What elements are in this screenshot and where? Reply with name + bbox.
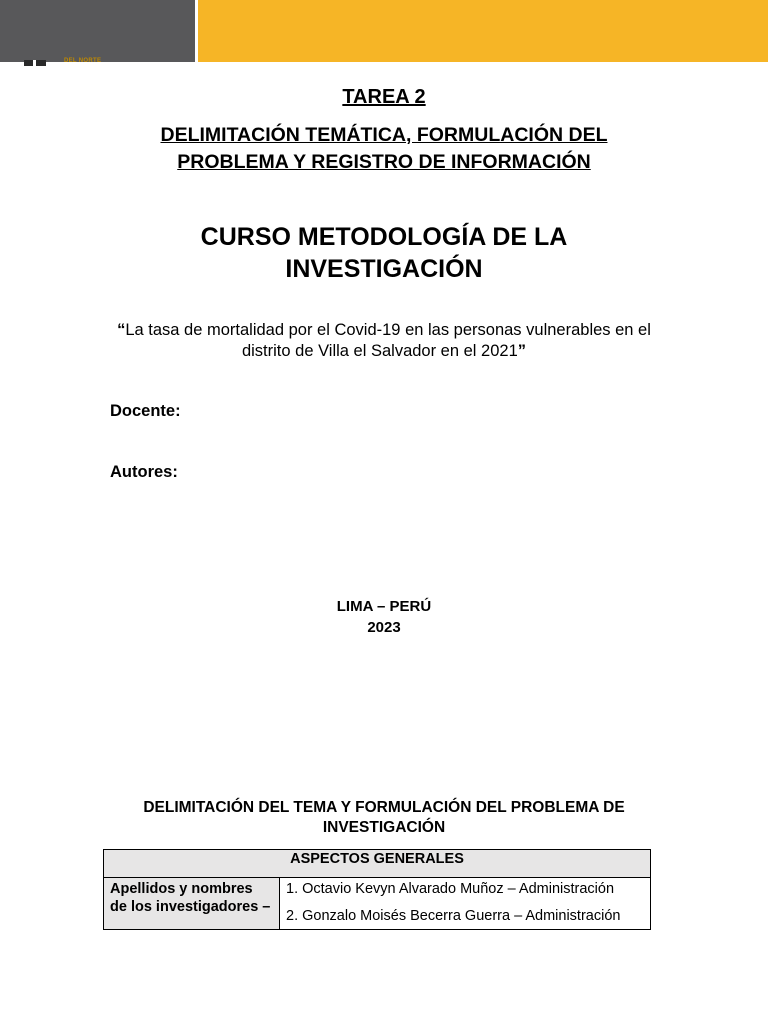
research-topic-text: La tasa de mortalidad por el Covid-19 en las personas vulnerables en el distrito de Villa el Salvador en el 2021 bbox=[125, 321, 651, 360]
logo-text: DEL NORTE bbox=[64, 58, 102, 64]
investigators-cell bbox=[280, 878, 651, 930]
research-topic-quote bbox=[108, 320, 660, 362]
quote-open-mark: “ bbox=[117, 321, 126, 339]
city-country: LIMA – PERÚ bbox=[336, 598, 432, 615]
investigator-item: 2. Gonzalo Moisés Becerra Guerra – Administración bbox=[286, 908, 621, 924]
quote-close-mark: ” bbox=[517, 342, 527, 360]
table-header: ASPECTOS GENERALES bbox=[104, 850, 651, 878]
year: 2023 bbox=[367, 619, 401, 636]
header-gray-bar bbox=[0, 0, 195, 62]
teacher-label: Docente: bbox=[110, 402, 181, 420]
university-logo-icon bbox=[24, 60, 46, 66]
investigator-item: 1. Octavio Kevyn Alvarado Muñoz – Administración bbox=[286, 881, 615, 897]
delimitation-title: DELIMITACIÓN TEMÁTICA, FORMULACIÓN DEL PROBLEMA Y REGISTRO DE INFORMACIÓN bbox=[160, 124, 608, 173]
task-title: TAREA 2 bbox=[342, 86, 426, 108]
general-aspects-table bbox=[103, 849, 651, 930]
place-date bbox=[0, 596, 768, 638]
investigators-label-cell: Apellidos y nombres de los investigadores – bbox=[104, 878, 280, 930]
course-title: CURSO METODOLOGÍA DE LA INVESTIGACIÓN bbox=[200, 223, 568, 283]
authors-label: Autores: bbox=[110, 463, 178, 481]
section-title: DELIMITACIÓN DEL TEMA Y FORMULACIÓN DEL PROBLEMA DE INVESTIGACIÓN bbox=[143, 799, 625, 836]
table-row bbox=[104, 878, 651, 930]
header-yellow-bar bbox=[198, 0, 768, 62]
